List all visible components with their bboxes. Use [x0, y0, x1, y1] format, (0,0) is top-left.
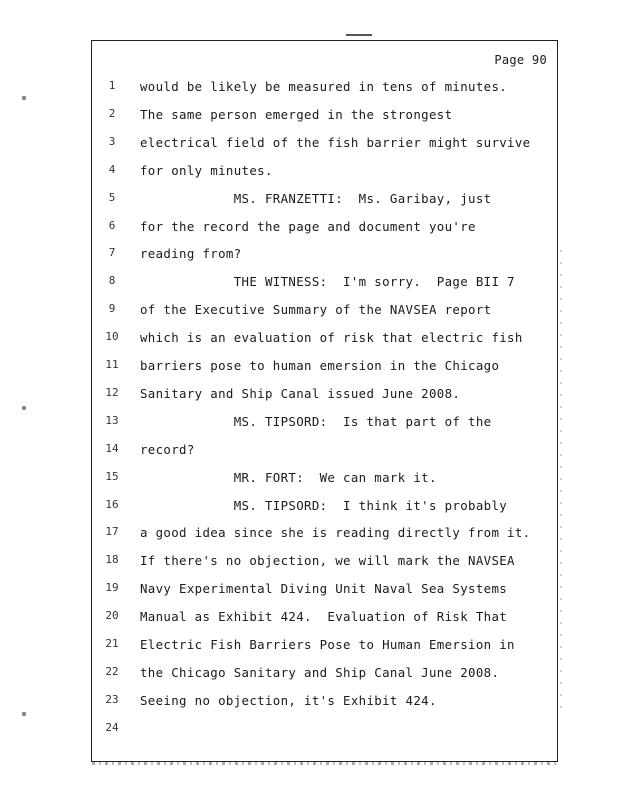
- transcript-line: [92, 414, 557, 434]
- line-text: MS. TIPSORD: I think it's probably: [140, 497, 508, 513]
- line-text: the Chicago Sanitary and Ship Canal June 2008.: [140, 664, 500, 680]
- transcript-line: [92, 191, 557, 211]
- transcript-line: [92, 219, 557, 239]
- margin-speck: [22, 406, 26, 410]
- line-number: 16: [105, 497, 119, 511]
- transcript-line: [92, 665, 557, 685]
- line-number: 6: [108, 218, 116, 232]
- line-number: 12: [105, 385, 119, 399]
- scan-bottom-noise: [92, 762, 558, 765]
- line-text: Sanitary and Ship Canal issued June 2008.: [140, 385, 461, 401]
- line-text: Navy Experimental Diving Unit Naval Sea Systems: [140, 581, 508, 597]
- line-text: barriers pose to human emersion in the Chicago: [140, 358, 500, 373]
- line-number: 21: [105, 637, 119, 650]
- line-number: 5: [108, 190, 116, 204]
- line-number: 8: [108, 274, 116, 288]
- line-number: 3: [108, 134, 116, 148]
- line-text: If there's no objection, we will mark the NAVSEA: [140, 553, 515, 569]
- line-number: 20: [105, 609, 119, 623]
- transcript-line: [92, 693, 557, 713]
- transcript-line: [92, 107, 557, 127]
- line-text: THE WITNESS: I'm sorry. Page BII 7: [140, 274, 515, 290]
- line-text: Manual as Exhibit 424. Evaluation of Risk That: [140, 609, 508, 625]
- line-number: 19: [105, 581, 119, 595]
- line-text: a good idea since she is reading directly from it.: [140, 525, 531, 541]
- line-text: The same person emerged in the strongest: [140, 106, 453, 122]
- line-number: 13: [105, 413, 119, 427]
- transcript-line: [92, 581, 557, 601]
- line-text: which is an evaluation of risk that electric fish: [140, 330, 523, 346]
- transcript-line: [92, 163, 557, 183]
- line-text: for the record the page and document you're: [140, 218, 476, 234]
- line-number: 22: [105, 664, 119, 678]
- line-number: 24: [105, 720, 119, 734]
- line-text: would be likely be measured in tens of minutes.: [140, 79, 508, 94]
- transcript-line: [92, 470, 557, 490]
- line-text: of the Executive Summary of the NAVSEA report: [140, 302, 492, 318]
- transcript-line: [92, 553, 557, 573]
- scan-edge-noise: [560, 250, 562, 710]
- transcript-line: [92, 498, 557, 518]
- transcript-line: [92, 135, 557, 155]
- line-text: reading from?: [140, 246, 242, 262]
- transcript-line: [92, 358, 557, 378]
- margin-speck: [22, 96, 26, 100]
- transcript-line: [92, 246, 557, 266]
- transcript-line: [92, 274, 557, 294]
- line-number: 2: [108, 106, 116, 120]
- transcript-line: [92, 79, 557, 99]
- transcript-line: [92, 302, 557, 322]
- line-number: 9: [108, 302, 116, 316]
- page-number: Page 90: [494, 53, 547, 67]
- transcript-line: [92, 330, 557, 350]
- line-text: for only minutes.: [140, 162, 273, 178]
- line-number: 11: [105, 358, 119, 371]
- line-text: electrical field of the fish barrier might survive: [140, 134, 531, 150]
- line-number: 4: [108, 162, 116, 176]
- line-number: 17: [105, 525, 119, 539]
- line-text: record?: [140, 441, 195, 457]
- line-text: MS. TIPSORD: Is that part of the: [140, 413, 492, 429]
- transcript-line: [92, 442, 557, 462]
- scan-mark-top: [346, 34, 372, 36]
- transcript-page: [91, 40, 558, 762]
- line-number: 7: [108, 246, 116, 260]
- transcript-line: [92, 721, 557, 741]
- line-number: 10: [105, 330, 119, 344]
- transcript-line: [92, 609, 557, 629]
- line-text: Electric Fish Barriers Pose to Human Emersion in: [140, 637, 515, 652]
- line-text: MS. FRANZETTI: Ms. Garibay, just: [140, 190, 492, 206]
- transcript-line: [92, 637, 557, 657]
- margin-speck: [22, 712, 26, 716]
- transcript-line: [92, 525, 557, 545]
- line-number: 18: [105, 553, 119, 567]
- transcript-line: [92, 386, 557, 406]
- line-number: 14: [105, 441, 119, 455]
- line-number: 1: [108, 79, 116, 92]
- line-number: 15: [105, 469, 119, 483]
- line-text: Seeing no objection, it's Exhibit 424.: [140, 692, 437, 708]
- line-text: MR. FORT: We can mark it.: [140, 469, 437, 485]
- line-number: 23: [105, 692, 119, 706]
